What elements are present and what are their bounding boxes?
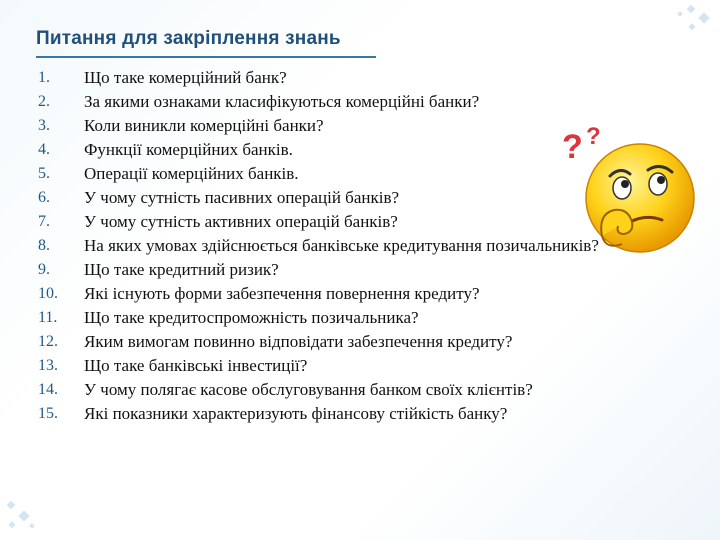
slide-title: Питання для закріплення знань bbox=[36, 28, 341, 49]
item-text: Що таке кредитоспроможність позичальника? bbox=[84, 308, 419, 327]
item-text: У чому сутність активних операцій банків? bbox=[84, 212, 398, 231]
item-text: Яким вимогам повинно відповідати забезпечення кредиту? bbox=[84, 332, 513, 351]
item-number: 11. bbox=[38, 309, 58, 326]
list-item bbox=[38, 306, 698, 330]
list-item bbox=[38, 354, 698, 378]
list-item bbox=[38, 402, 698, 426]
item-number: 10. bbox=[38, 285, 58, 302]
list-item bbox=[38, 66, 698, 90]
item-text: Що таке комерційний банк? bbox=[84, 68, 287, 87]
item-number: 8. bbox=[38, 237, 50, 254]
item-text: На яких умовах здійснюється банківське кредитування позичальників? bbox=[84, 236, 599, 255]
item-number: 15. bbox=[38, 405, 58, 422]
item-number: 13. bbox=[38, 357, 58, 374]
item-number: 3. bbox=[38, 117, 50, 134]
item-number: 6. bbox=[38, 189, 50, 206]
item-text: За якими ознаками класифікуються комерційні банки? bbox=[84, 92, 480, 111]
list-item bbox=[38, 378, 698, 402]
item-text: Які показники характеризують фінансову стійкість банку? bbox=[84, 404, 508, 423]
item-number: 1. bbox=[38, 69, 50, 86]
item-number: 7. bbox=[38, 213, 50, 230]
item-text: Операції комерційних банків. bbox=[84, 164, 299, 183]
item-number: 4. bbox=[38, 141, 50, 158]
item-number: 14. bbox=[38, 381, 58, 398]
item-text: Функції комерційних банків. bbox=[84, 140, 293, 159]
list-item bbox=[38, 90, 698, 114]
list-item bbox=[38, 282, 698, 306]
title-underline bbox=[36, 56, 376, 58]
svg-text:?: ? bbox=[562, 128, 583, 166]
item-text: Що таке банківські інвестиції? bbox=[84, 356, 308, 375]
item-text: У чому полягає касове обслуговування банком своїх клієнтів? bbox=[84, 380, 533, 399]
list-item bbox=[38, 330, 698, 354]
item-text: Що таке кредитний ризик? bbox=[84, 260, 279, 279]
item-text: Які існують форми забезпечення повернення кредиту? bbox=[84, 284, 480, 303]
item-number: 12. bbox=[38, 333, 58, 350]
item-text: У чому сутність пасивних операцій банків? bbox=[84, 188, 400, 207]
thinking-smiley-icon bbox=[558, 118, 698, 268]
svg-text:?: ? bbox=[586, 123, 601, 150]
item-number: 2. bbox=[38, 93, 50, 110]
item-text: Коли виникли комерційні банки? bbox=[84, 116, 324, 135]
item-number: 9. bbox=[38, 261, 50, 278]
item-number: 5. bbox=[38, 165, 50, 182]
